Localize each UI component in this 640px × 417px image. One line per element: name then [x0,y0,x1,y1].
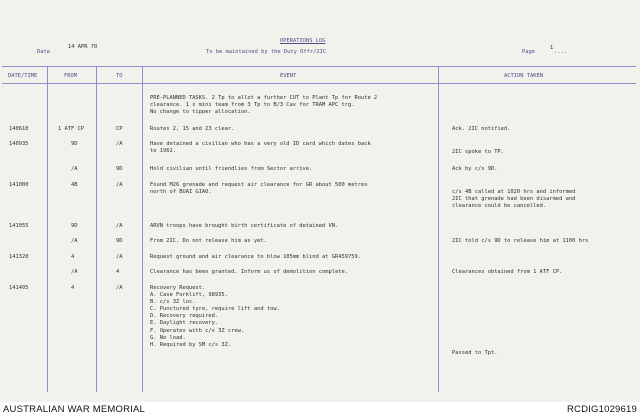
footer-credit: AUSTRALIAN WAR MEMORIAL [3,404,146,415]
event-line: Hold civilian until friendlies from Sector arrive. [150,166,313,172]
col-divider-4 [438,66,439,392]
event-line: No change to tipper allocation. [150,109,251,116]
row-from: 4 [71,254,75,260]
event-line: D. Recovery required. [150,313,219,320]
row-time: 140935 [9,141,29,147]
action-line: clearance could be cancelled. [452,203,547,210]
event-line: clearance. 1 x mini team from 3 Tp to B/3 Cav for TRAM APC trg. [150,102,355,109]
page-dots: .... [554,49,567,55]
row-time: 141055 [9,223,29,229]
event-line: Recovery Request. [150,285,206,291]
row-to: 4 [116,269,120,275]
row-to: /A [116,285,123,291]
event-line: C. Punctured tyre, require lift and tow. [150,306,280,313]
row-from: 9D [71,223,78,229]
event-line: Request ground and air clearance to blow 105mm blind at GR459759. [150,254,361,260]
col-header-action: ACTION TAKEN [504,73,543,79]
event-line: ARVN troops have brought birth certificate of detained VN. [150,223,339,229]
event-line: Clearance has been granted. Inform us of demolition complete. [150,269,348,275]
event-block [150,285,280,349]
page-title: OPERATIONS LOG [280,38,326,44]
col-divider-2 [96,66,97,392]
event-line: Found M26 grenade and request air clearance for GR about 500 metres [150,182,368,188]
action-line: Ack. 2IC notified. [452,126,511,132]
row-time: 141320 [9,254,29,260]
event-line: Routes 2, 15 and 23 clear. [150,126,235,132]
header-top-rule [2,66,636,67]
row-time: 141000 [9,182,29,188]
row-from: 4B [71,182,78,188]
event-line: From 2IC. Do not release him as yet. [150,238,267,244]
event-block [150,182,367,196]
action-block [452,189,575,210]
event-line: H. Required by SM c/s 3Z. [150,341,232,348]
table-row [150,95,377,116]
action-line: c/s 4B called at 1020 hrs and informed [452,189,576,195]
event-line: B. c/s 3Z loc. [150,299,196,306]
row-from: /A [71,166,78,172]
event-line: A. Case Forklift, 98935. [150,292,228,299]
col-header-from: FROM [64,73,77,79]
page-label: Page [522,49,535,55]
row-to: /A [116,141,123,147]
action-line: 2IC that grenade had been disarmed and [452,196,576,203]
event-line: Have detained a civilian who has a very old ID card which dates back [150,141,371,147]
action-line: Clearances obtained from 1 ATF CP. [452,269,563,275]
page-value: 1 [550,45,554,51]
col-divider-1 [47,66,48,392]
row-from: 9D [71,141,78,147]
event-line: G. No load. [150,334,186,341]
col-divider-3 [142,66,143,392]
row-to: /A [116,182,123,188]
event-line: F. Operates with c/s 3Z crew. [150,327,245,334]
col-header-datetime: DATE/TIME [8,73,38,79]
row-to: /A [116,254,123,260]
row-from: /A [71,238,78,244]
event-block [150,141,371,155]
row-to: CP [116,126,123,132]
row-time: 140610 [9,126,29,132]
action-line: Ack by c/s 9D. [452,166,498,172]
header-bottom-rule [2,83,636,84]
date-value: 14 APR 70 [68,44,98,50]
row-from: /A [71,269,78,275]
event-line: E. Daylight recovery. [150,320,219,327]
page-subtitle: To be maintained by the Duty Offr/2IC [206,49,327,55]
event-line: to 1962. [150,148,176,155]
row-to: 9D [116,166,123,172]
event-line: north of BUAI GIAO. [150,189,212,196]
col-header-to: TO [116,73,123,79]
row-to: /A [116,223,123,229]
row-from: 4 [71,285,75,291]
row-from: 1 ATF CP [58,126,84,132]
action-line: 2IC told c/s 9D to release him at 1100 hrs [452,238,589,244]
action-line: 2IC spoke to TP. [452,149,504,155]
col-header-event: EVENT [280,73,297,79]
row-to: 9D [116,238,123,244]
event-line: PRE-PLANNED TASKS. 2 Tp to allot a further CUT to Plant Tp for Route 2 [150,95,378,101]
row-time: 141405 [9,285,29,291]
action-line: Passed to Tpt. [452,350,498,356]
footer-id: RCDIG1029619 [567,404,637,415]
date-label: Date [37,49,50,55]
